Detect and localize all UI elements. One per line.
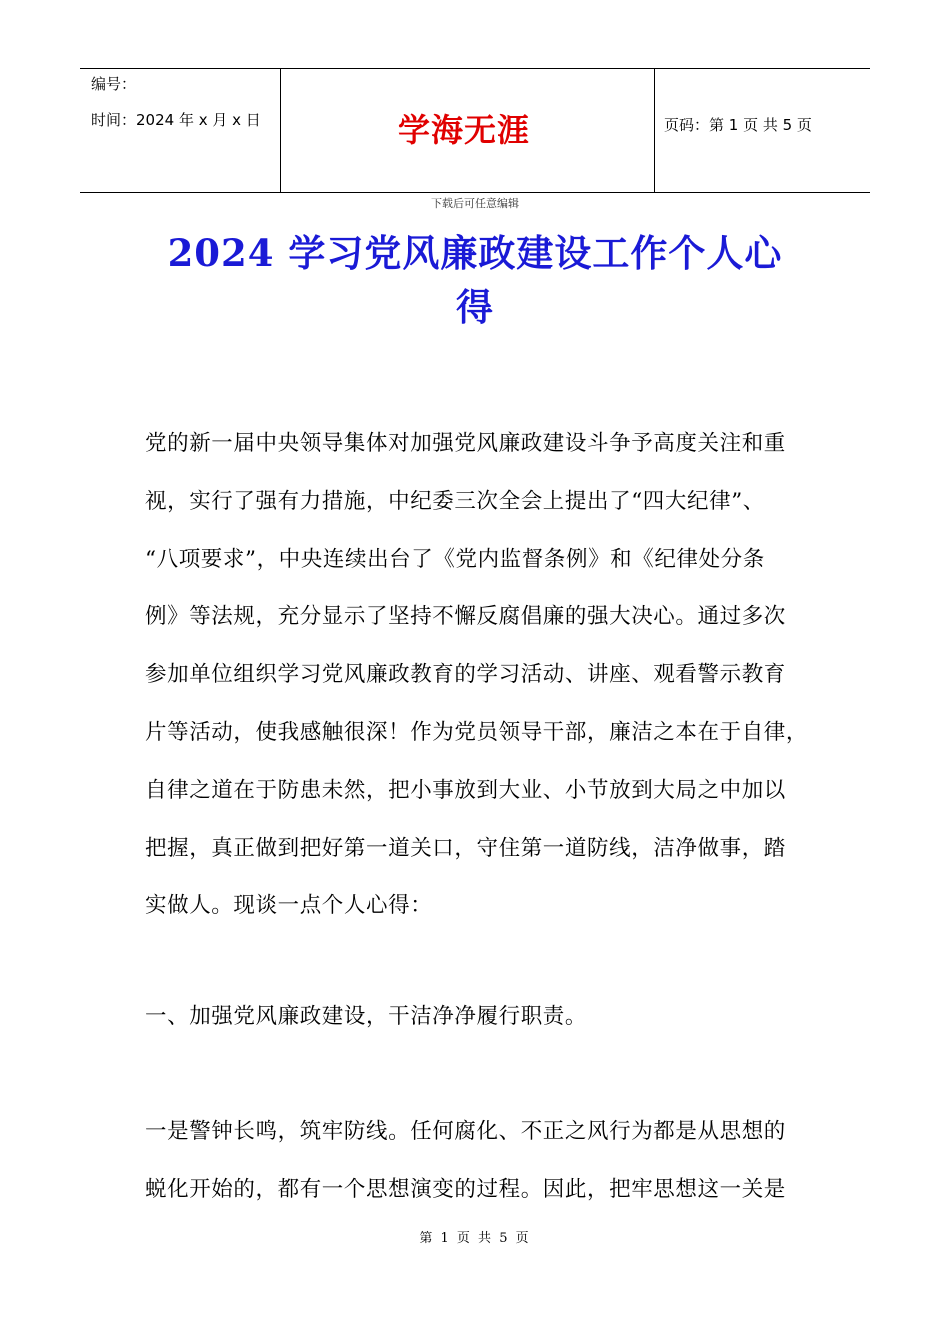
number-label: 编号： [91, 75, 137, 93]
edit-note: 下载后可任意编辑 [431, 197, 519, 210]
paragraph-line: 实做人。现谈一点个人心得： [145, 893, 433, 919]
brand-title: 学海无涯 [398, 111, 531, 149]
intro-paragraph [145, 415, 825, 935]
paragraph-line: 片等活动，使我感触很深！作为党员领导干部，廉洁之本在于自律， [145, 719, 809, 745]
header-table [80, 68, 870, 193]
paragraph-line: 党的新一届中央领导集体对加强党风廉政建设斗争予高度关注和重 [145, 431, 786, 456]
header-divider-left [280, 69, 281, 192]
paragraph-line: 把握，真正做到把好第一道关口，守住第一道防线，洁净做事，踏 [145, 835, 786, 861]
paragraph-line: 视，实行了强有力措施，中纪委三次全会上提出了“四大纪律”、 [145, 488, 765, 514]
time-label: 时间：2024 年 x 月 x 日 [91, 111, 261, 129]
paragraph-line: 例》等法规，充分显示了坚持不懈反腐倡廉的强大决心。通过多次 [145, 604, 786, 630]
title-line-1: 2024 学习党风廉政建设工作个人心 [167, 231, 783, 275]
section-heading-text: 一、加强党风廉政建设，干洁净净履行职责。 [145, 1004, 588, 1029]
title-line-2: 得 [456, 285, 494, 329]
paragraph-line: 一是警钟长鸣，筑牢防线。任何腐化、不正之风行为都是从思想的 [145, 1119, 786, 1144]
paragraph-line: 蜕化开始的，都有一个思想演变的过程。因此，把牢思想这一关是 [145, 1176, 786, 1202]
page-footer: 第 1 页 共 5 页 [419, 1231, 531, 1246]
paragraph-line: 参加单位组织学习党风廉政教育的学习活动、讲座、观看警示教育 [145, 662, 786, 688]
paragraph-line: “八项要求”，中央连续出台了《党内监督条例》和《纪律处分条 [145, 546, 765, 572]
point-paragraph [145, 1103, 825, 1219]
section-heading [145, 988, 825, 1046]
header-divider-right [654, 69, 655, 192]
paragraph-line: 自律之道在于防患未然，把小事放到大业、小节放到大局之中加以 [145, 777, 786, 803]
page-count-label: 页码：第 1 页 共 5 页 [664, 116, 812, 134]
document-title [120, 226, 830, 334]
